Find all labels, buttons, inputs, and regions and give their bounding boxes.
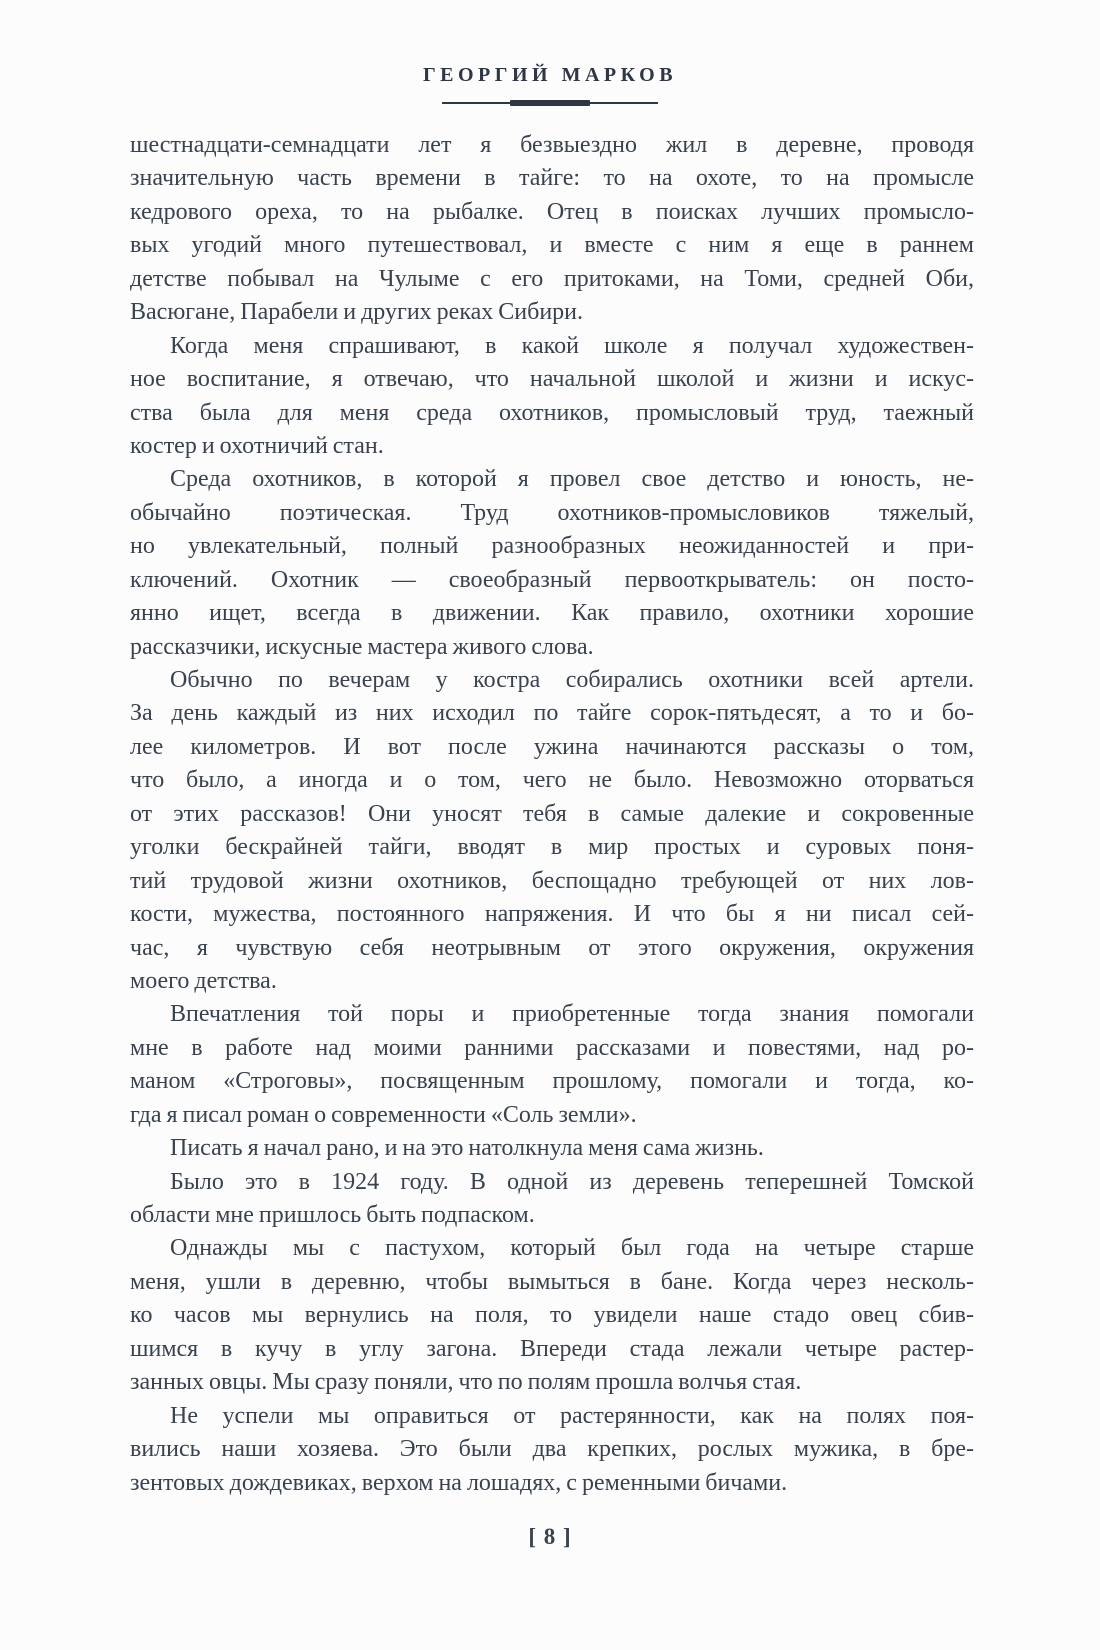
text-line: костер и охотничий стан. [130, 432, 384, 459]
text-line: Обычно по вечерам у костра собирались охотники всей артели. [170, 667, 974, 693]
text-line: Было это в 1924 году. В одной из деревень теперешней Томской [170, 1168, 974, 1195]
paragraph [130, 1400, 974, 1500]
text-line: Не успели мы оправиться от растерянности, как на полях поя- [170, 1402, 974, 1429]
text-line: моего детства. [130, 967, 277, 994]
text-line: занных овцы. Мы сразу поняли, что по полям прошла волчья стая. [130, 1369, 802, 1396]
text-line: шимся в кучу в углу загона. Впереди стада лежали четыре растер- [130, 1335, 974, 1362]
ornamental-divider [442, 99, 658, 107]
text-line: от этих рассказов! Они уносят тебя в самые далекие и сокровенные [130, 800, 974, 827]
divider-thick-rule [510, 100, 590, 106]
page-number: [ 8 ] [528, 1524, 572, 1549]
text-line: маном «Строговы», посвященным прошлому, помогали и тогда, ко- [130, 1068, 974, 1095]
text-line: рассказчики, искусные мастера живого слова. [130, 633, 594, 660]
text-line: ное воспитание, я отвечаю, что начальной школой и жизни и искус- [130, 366, 974, 393]
text-line: тий трудовой жизни охотников, беспощадно требующей от них лов- [130, 867, 974, 894]
running-head-author: ГЕОРГИЙ МАРКОВ [422, 64, 678, 86]
paragraph [130, 664, 974, 998]
text-line: гда я писал роман о современности «Соль земли». [130, 1101, 637, 1128]
text-line: обычайно поэтическая. Труд охотников-промысловиков тяжелый, [130, 499, 974, 526]
text-line: Однажды мы с пастухом, который был года на четыре старше [170, 1235, 974, 1262]
text-line: лее километров. И вот после ужина начинаются рассказы о том, [130, 733, 974, 760]
text-line: детстве побывал на Чулыме с его притоками, на Томи, средней Оби, [130, 265, 974, 292]
text-line: вых угодий много путешествовал, и вместе с ним я еще в раннем [130, 232, 974, 259]
text-line: кедрового ореха, то на рыбалке. Отец в поисках лучших промысло- [130, 198, 974, 225]
text-line: значительную часть времени в тайге: то на охоте, то на промысле [130, 165, 974, 192]
paragraph [130, 998, 974, 1132]
paragraph [130, 463, 974, 664]
text-line: области мне пришлось быть подпаском. [130, 1202, 535, 1228]
text-line: зентовых дождевиках, верхом на лошадях, с ременными бичами. [130, 1469, 788, 1496]
text-line: но увлекательный, полный разнообразных неожиданностей и при- [130, 533, 974, 560]
text-line: ства была для меня среда охотников, промысловый труд, таежный [130, 399, 974, 426]
text-line: Впечатления той поры и приобретенные тогда знания помогали [170, 1001, 974, 1028]
text-line: вились наши хозяева. Это были два крепких, рослых мужика, в бре- [130, 1436, 974, 1463]
text-line: кости, мужества, постоянного напряжения. И что бы я ни писал сей- [130, 901, 974, 928]
text-line: Писать я начал рано, и на это натолкнула меня сама жизнь. [170, 1135, 764, 1162]
text-line: ключений. Охотник — своеобразный первооткрыватель: он посто- [130, 566, 974, 593]
text-line: янно ищет, всегда в движении. Как правило, охотники хорошие [130, 600, 974, 627]
text-line: шестнадцати-семнадцати лет я безвыездно жил в деревне, проводя [130, 132, 974, 158]
text-line: уголки бескрайней тайги, вводят в мир простых и суровых поня- [130, 834, 974, 861]
paragraph [130, 1166, 974, 1233]
paragraph [130, 330, 974, 464]
text-line: мне в работе над моими ранними рассказами и повестями, над ро- [130, 1034, 974, 1061]
paragraph [130, 129, 974, 330]
text-line: Васюгане, Парабели и других реках Сибири. [130, 299, 584, 326]
paragraph [130, 1132, 974, 1165]
text-line: ко часов мы вернулись на поля, то увидели наше стадо овец сбив- [130, 1302, 974, 1329]
text-line: За день каждый из них исходил по тайге сорок-пятьдесят, а то и бо- [130, 700, 974, 727]
text-block [130, 129, 974, 1500]
text-line: что было, а иногда и о том, чего не было. Невозможно оторваться [130, 767, 974, 794]
text-line: час, я чувствую себя неотрывным от этого окружения, окружения [130, 934, 974, 961]
paragraph [130, 1232, 974, 1399]
text-line: Среда охотников, в которой я провел свое детство и юность, не- [170, 466, 974, 493]
text-line: Когда меня спрашивают, в какой школе я получал художествен- [170, 332, 974, 359]
text-line: меня, ушли в деревню, чтобы вымыться в бане. Когда через несколь- [130, 1268, 974, 1295]
